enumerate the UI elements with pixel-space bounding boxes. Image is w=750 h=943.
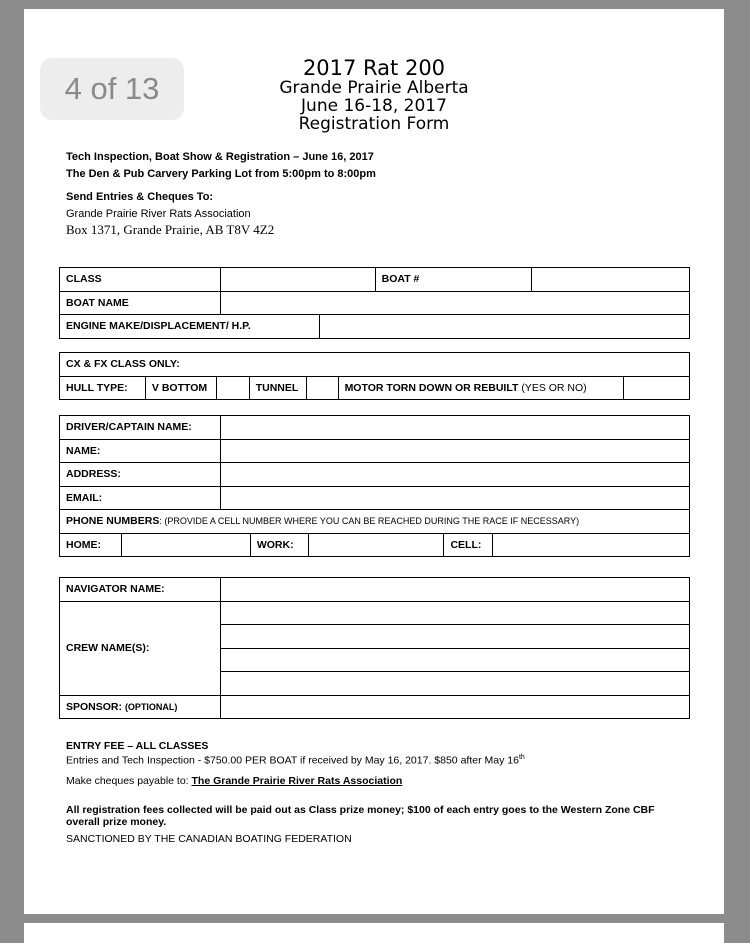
crew-name-field-2[interactable] bbox=[220, 625, 689, 649]
entry-fee-heading: ENTRY FEE – ALL CLASSES bbox=[66, 740, 209, 752]
name-label: NAME: bbox=[60, 439, 221, 463]
home-phone-label: HOME: bbox=[60, 533, 122, 557]
address-label: ADDRESS: bbox=[60, 463, 221, 487]
class-label: CLASS bbox=[60, 268, 221, 292]
event-location: Grande Prairie Alberta bbox=[279, 78, 469, 98]
payable-to: The Grande Prairie River Rats Association bbox=[191, 775, 403, 787]
boat-name-field[interactable] bbox=[220, 291, 689, 315]
sponsor-label: SPONSOR: (OPTIONAL) bbox=[60, 695, 221, 719]
cell-phone-field[interactable] bbox=[493, 533, 690, 557]
boat-number-field[interactable] bbox=[532, 268, 690, 292]
navigator-field[interactable] bbox=[220, 578, 689, 602]
hull-type-label: HULL TYPE: bbox=[60, 376, 146, 400]
work-phone-field[interactable] bbox=[308, 533, 444, 557]
boat-table bbox=[59, 267, 690, 339]
sponsor-field[interactable] bbox=[220, 695, 689, 719]
form-name: Registration Form bbox=[298, 114, 450, 134]
payable-line: Make cheques payable to: The Grande Prairie River Rats Association bbox=[66, 775, 403, 787]
email-field[interactable] bbox=[220, 486, 689, 510]
name-field[interactable] bbox=[220, 439, 689, 463]
crew-names-label: CREW NAME(S): bbox=[60, 601, 221, 695]
send-entries-label: Send Entries & Cheques To: bbox=[66, 191, 214, 203]
driver-captain-field[interactable] bbox=[220, 416, 689, 440]
v-bottom-box[interactable] bbox=[216, 376, 249, 400]
phone-numbers-label: PHONE NUMBERS: (PROVIDE A CELL NUMBER WHERE YOU CAN BE REACHED DURING THE RACE IF NECESSARY) bbox=[60, 510, 690, 534]
v-bottom-label: V BOTTOM bbox=[145, 376, 216, 400]
work-phone-label: WORK: bbox=[250, 533, 308, 557]
driver-captain-label: DRIVER/CAPTAIN NAME: bbox=[60, 416, 221, 440]
tunnel-box[interactable] bbox=[306, 376, 338, 400]
cx-fx-heading: CX & FX CLASS ONLY: bbox=[60, 353, 690, 377]
boat-name-label: BOAT NAME bbox=[60, 291, 221, 315]
engine-label: ENGINE MAKE/DISPLACEMENT/ H.P. bbox=[60, 315, 320, 339]
cell-phone-label: CELL: bbox=[444, 533, 493, 557]
entry-fee-line: Entries and Tech Inspection - $750.00 PER BOAT if received by May 16, 2017. $850 after May 16th bbox=[66, 754, 525, 767]
motor-rebuilt-label: MOTOR TORN DOWN OR REBUILT (YES OR NO) bbox=[338, 376, 624, 400]
page-indicator: 4 of 13 bbox=[40, 58, 184, 120]
prize-money-note: All registration fees collected will be paid out as Class prize money; $100 of each entry goes to the Western Zone CBF overall prize money. bbox=[66, 804, 655, 828]
organization-name: Grande Prairie River Rats Association bbox=[66, 208, 251, 220]
motor-rebuilt-note: (YES OR NO) bbox=[521, 381, 587, 394]
crew-name-field-3[interactable] bbox=[220, 648, 689, 672]
motor-rebuilt-field[interactable] bbox=[624, 376, 690, 400]
email-label: EMAIL: bbox=[60, 486, 221, 510]
crew-name-field-4[interactable] bbox=[220, 672, 689, 696]
venue-line: The Den & Pub Carvery Parking Lot from 5:00pm to 8:00pm bbox=[66, 168, 376, 180]
mailing-address: Box 1371, Grande Prairie, AB T8V 4Z2 bbox=[66, 222, 275, 237]
navigator-label: NAVIGATOR NAME: bbox=[60, 578, 221, 602]
crew-name-field-1[interactable] bbox=[220, 601, 689, 625]
address-field[interactable] bbox=[220, 463, 689, 487]
event-dates: June 16-18, 2017 bbox=[301, 96, 447, 116]
next-page-edge bbox=[24, 923, 724, 943]
home-phone-field[interactable] bbox=[121, 533, 250, 557]
event-title: 2017 Rat 200 bbox=[302, 56, 446, 80]
sponsor-note: (OPTIONAL) bbox=[124, 701, 178, 712]
phone-numbers-note: : (PROVIDE A CELL NUMBER WHERE YOU CAN BE REACHED DURING THE RACE IF NECESSARY) bbox=[159, 516, 580, 527]
tunnel-label: TUNNEL bbox=[249, 376, 306, 400]
tech-inspection-line: Tech Inspection, Boat Show & Registration – June 16, 2017 bbox=[66, 151, 374, 163]
crew-table bbox=[59, 577, 690, 719]
class-field[interactable] bbox=[220, 268, 375, 292]
ordinal-suffix: th bbox=[518, 754, 525, 761]
cx-fx-table bbox=[59, 352, 690, 400]
engine-field[interactable] bbox=[319, 315, 689, 339]
boat-number-label: BOAT # bbox=[375, 268, 532, 292]
driver-table bbox=[59, 415, 690, 557]
sanction-line: SANCTIONED BY THE CANADIAN BOATING FEDERATION bbox=[66, 833, 352, 845]
